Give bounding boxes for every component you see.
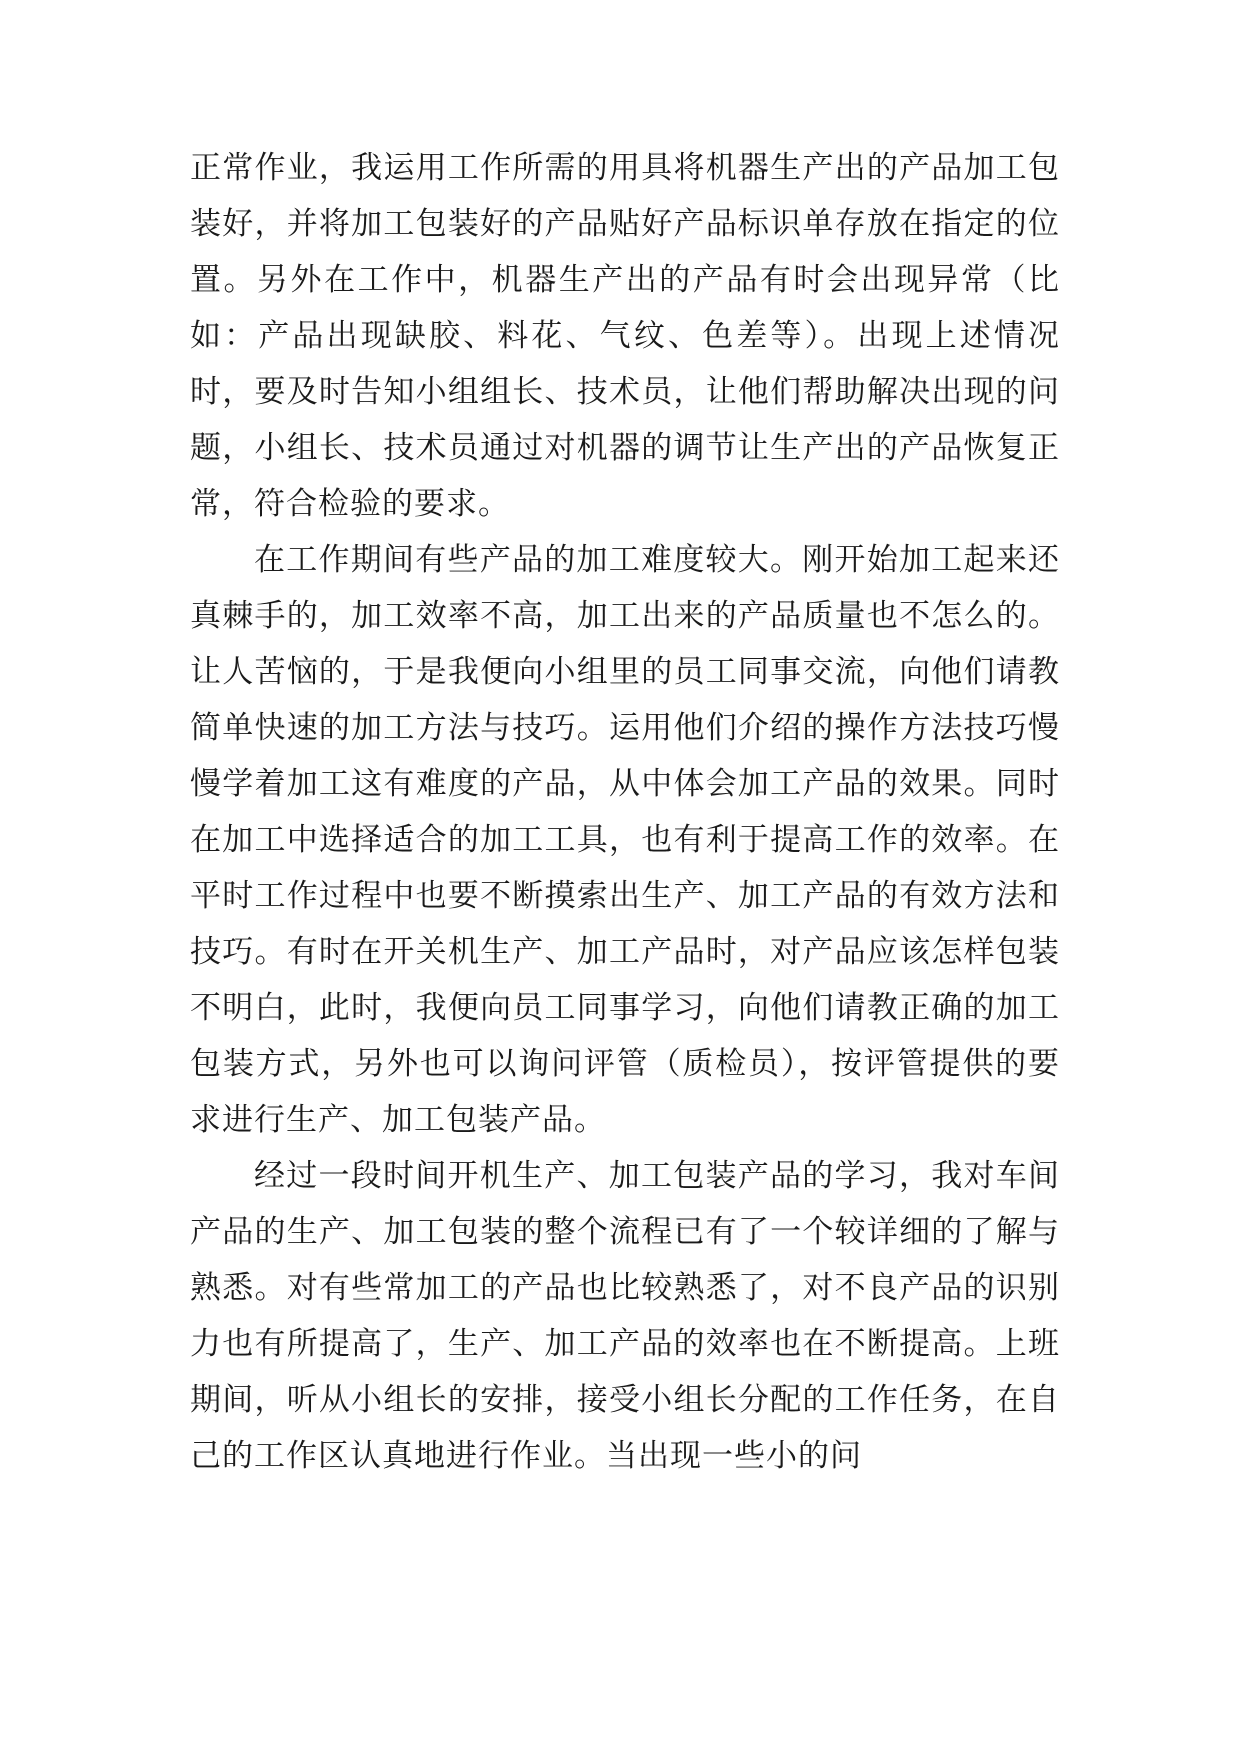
paragraph-continued: 正常作业，我运用工作所需的用具将机器生产出的产品加工包装好，并将加工包装好的产品贴好产品标识单存放在指定的位置。另外在工作中，机器生产出的产品有时会出现异常（比如：产品出现缺胶、料花、气纹、色差等）。出现上述情况时，要及时告知小组组长、技术员，让他们帮助解决出现的问题，小组长、技术员通过对机器的调节让生产出的产品恢复正常，符合检验的要求。 xyxy=(190,150,1060,522)
paragraph-learning-progress: 经过一段时间开机生产、加工包装产品的学习，我对车间产品的生产、加工包装的整个流程已有了一个较详细的了解与熟悉。对有些常加工的产品也比较熟悉了，对不良产品的识别力也有所提高了，生产、加工产品的效率也在不断提高。上班期间，听从小组长的安排，接受小组长分配的工作任务，在自己的工作区认真地进行作业。当出现一些小的问 xyxy=(190,1158,1060,1474)
paragraph-processing-difficulty: 在工作期间有些产品的加工难度较大。刚开始加工起来还真棘手的，加工效率不高，加工出来的产品质量也不怎么的。让人苦恼的，于是我便向小组里的员工同事交流，向他们请教简单快速的加工方法与技巧。运用他们介绍的操作方法技巧慢慢学着加工这有难度的产品，从中体会加工产品的效果。同时在加工中选择适合的加工工具，也有利于提高工作的效率。在平时工作过程中也要不断摸索出生产、加工产品的有效方法和技巧。有时在开关机生产、加工产品时，对产品应该怎样包装不明白，此时，我便向员工同事学习，向他们请教正确的加工包装方式，另外也可以询问评管（质检员），按评管提供的要求进行生产、加工包装产品。 xyxy=(190,542,1060,1138)
document-body xyxy=(190,140,1060,1484)
